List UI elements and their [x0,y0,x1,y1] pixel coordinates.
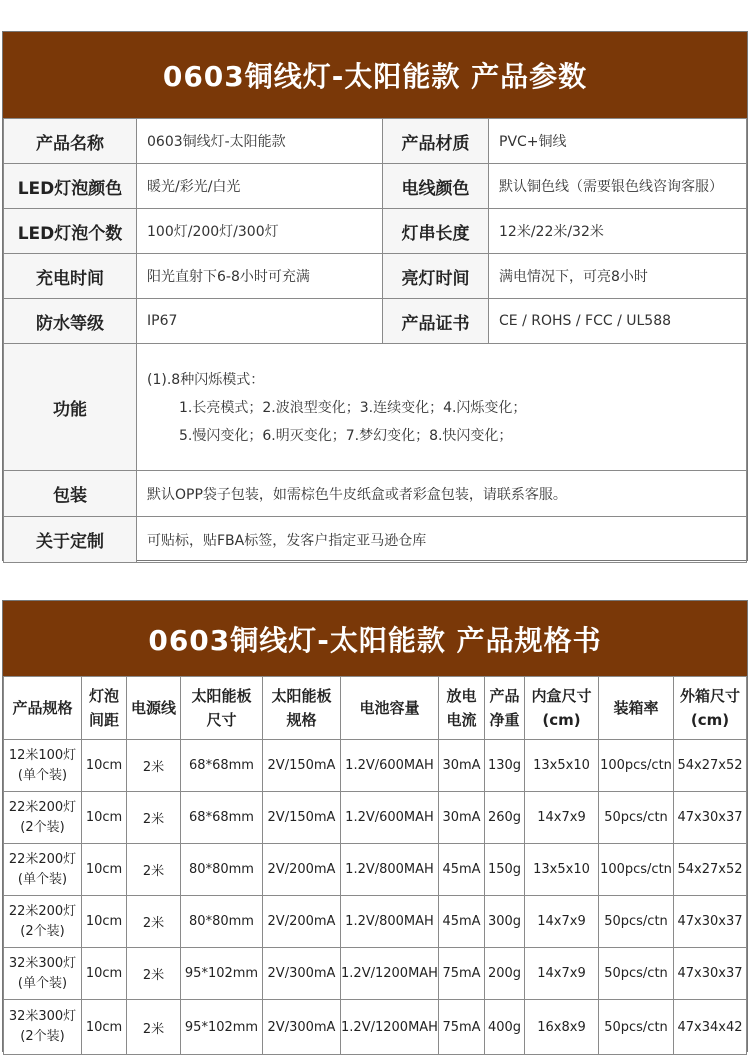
spec-cell-inner-box: 14x7x9 [525,792,599,844]
spec-sheet-section [2,600,748,1052]
param-row [4,164,747,209]
param-value: CE / ROHS / FCC / UL588 [489,299,747,344]
spec-name-line: (单个装) [17,767,68,783]
spec-table [3,676,747,1055]
spec-cell-panel-size: 80*80mm [181,844,263,896]
param-label: 防水等级 [4,299,137,344]
spec-name-line: 22米200灯 [8,851,77,867]
param-label: 电线颜色 [383,164,489,209]
spec-column-header [4,677,82,740]
param-label: 产品证书 [383,299,489,344]
spec-name-cell [4,896,82,948]
packaging-row [4,471,747,517]
spec-header-line: 间距 [88,711,119,729]
function-row [4,344,747,471]
spec-column-header [82,677,127,740]
spec-row [4,792,747,844]
spec-cell-outer-box: 47x30x37 [674,792,747,844]
spec-cell-packing: 50pcs/ctn [599,896,674,948]
spec-cell-panel-size: 95*102mm [181,948,263,1000]
spec-cell-panel-spec: 2V/300mA [263,1000,341,1055]
custom-row [4,517,747,563]
spec-cell-cable: 2米 [127,1000,181,1055]
spec-cell-weight: 300g [485,896,525,948]
spec-cell-packing: 50pcs/ctn [599,1000,674,1055]
spec-row [4,948,747,1000]
spec-name-line: 12米100灯 [8,747,77,763]
spec-header-line: 电源线 [130,699,176,717]
spec-cell-inner-box: 14x7x9 [525,896,599,948]
spec-cell-panel-size: 95*102mm [181,1000,263,1055]
spec-cell-panel-spec: 2V/300mA [263,948,341,1000]
param-value: PVC+铜线 [489,119,747,164]
spec-cell-panel-size: 68*68mm [181,740,263,792]
spec-cell-panel-spec: 2V/200mA [263,896,341,948]
spec-cell-spacing: 10cm [82,1000,127,1055]
spec-column-header [127,677,181,740]
param-label: 产品名称 [4,119,137,164]
spec-cell-spacing: 10cm [82,948,127,1000]
spec-name-line: (单个装) [17,871,68,887]
spec-name-line: 32米300灯 [8,955,77,971]
spec-cell-weight: 400g [485,1000,525,1055]
spec-column-header [525,677,599,740]
spec-cell-outer-box: 47x30x37 [674,896,747,948]
spec-cell-panel-spec: 2V/200mA [263,844,341,896]
spec-name-line: 32米300灯 [8,1009,77,1024]
spec-cell-battery: 1.2V/600MAH [341,792,439,844]
spec-cell-cable: 2米 [127,896,181,948]
spec-cell-weight: 260g [485,792,525,844]
spec-header-line: (cm) [542,711,581,729]
spec-header-line: 电流 [446,711,477,729]
spec-header-line: 电池容量 [359,699,420,717]
spec-cell-outer-box: 47x30x37 [674,948,747,1000]
param-value: 默认铜色线（需要银色线咨询客服） [489,164,747,209]
function-head: (1).8种闪烁模式： [147,372,265,388]
param-value: 0603铜线灯-太阳能款 [137,119,383,164]
spec-cell-battery: 1.2V/600MAH [341,740,439,792]
spec-cell-panel-size: 68*68mm [181,792,263,844]
spec-column-header [674,677,747,740]
spec-cell-packing: 100pcs/ctn [599,740,674,792]
spec-cell-spacing: 10cm [82,792,127,844]
spec-cell-panel-size: 80*80mm [181,896,263,948]
spec-header-line: 规格 [286,711,317,729]
spec-header-line: 产品 [489,687,520,705]
spec-cell-inner-box: 13x5x10 [525,844,599,896]
param-value: 阳光直射下6-8小时可充满 [137,254,383,299]
spec-cell-weight: 200g [485,948,525,1000]
spec-cell-outer-box: 54x27x52 [674,844,747,896]
spec-header-line: (cm) [690,711,730,729]
spec-column-header [599,677,674,740]
spec-row [4,844,747,896]
spec-cell-inner-box: 13x5x10 [525,740,599,792]
spec-name-cell [4,740,82,792]
spec-header-line: 放电 [446,687,477,705]
params-table [3,118,747,563]
spec-cell-battery: 1.2V/1200MAH [341,948,439,1000]
spec-cell-battery: 1.2V/1200MAH [341,1000,439,1055]
spec-header-line: 太阳能板 [271,687,332,705]
spec-name-line: (2个装) [20,1029,65,1044]
spec-header-line: 太阳能板 [191,687,252,705]
custom-label: 关于定制 [4,517,137,563]
spec-cell-current: 45mA [439,896,485,948]
param-row [4,254,747,299]
spec-header-line: 内盒尺寸 [531,687,592,705]
spec-row [4,896,747,948]
param-row [4,209,747,254]
spec-cell-cable: 2米 [127,844,181,896]
function-line-2: 5.慢闪变化；6.明灭变化；7.梦幻变化；8.快闪变化； [179,428,513,444]
param-label: LED灯泡个数 [4,209,137,254]
spec-cell-current: 45mA [439,844,485,896]
spec-cell-current: 75mA [439,948,485,1000]
param-label: LED灯泡颜色 [4,164,137,209]
spec-name-cell [4,792,82,844]
spec-name-cell [4,948,82,1000]
param-value: 暖光/彩光/白光 [137,164,383,209]
param-value: IP67 [137,299,383,344]
spec-header-line: 灯泡 [88,687,119,705]
spec-cell-current: 75mA [439,1000,485,1055]
spec-cell-cable: 2米 [127,948,181,1000]
spec-title: 0603铜线灯-太阳能款 产品规格书 [3,601,747,676]
spec-row [4,740,747,792]
spec-cell-inner-box: 14x7x9 [525,948,599,1000]
spec-cell-cable: 2米 [127,792,181,844]
param-value: 12米/22米/32米 [489,209,747,254]
spec-header-line: 尺寸 [206,711,237,729]
spec-cell-outer-box: 54x27x52 [674,740,747,792]
spec-name-cell [4,1000,82,1055]
spec-cell-current: 30mA [439,792,485,844]
spec-header-line: 净重 [489,711,520,729]
packaging-label: 包装 [4,471,137,517]
param-label: 亮灯时间 [383,254,489,299]
spec-cell-packing: 50pcs/ctn [599,792,674,844]
spec-header-line: 装箱率 [613,699,659,717]
packaging-value: 默认OPP袋子包装，如需棕色牛皮纸盒或者彩盒包装，请联系客服。 [137,471,747,517]
spec-cell-panel-spec: 2V/150mA [263,740,341,792]
spec-row [4,1000,747,1055]
spec-column-header [439,677,485,740]
spec-name-cell [4,844,82,896]
param-row [4,119,747,164]
spec-name-line: (单个装) [17,975,68,991]
spec-name-line: 22米200灯 [8,903,77,919]
param-value: 满电情况下，可亮8小时 [489,254,747,299]
param-row [4,299,747,344]
spec-cell-battery: 1.2V/800MAH [341,844,439,896]
params-title: 0603铜线灯-太阳能款 产品参数 [3,32,747,118]
param-label: 产品材质 [383,119,489,164]
spec-cell-spacing: 10cm [82,896,127,948]
spec-name-line: (2个装) [20,819,65,835]
function-label: 功能 [4,344,137,471]
product-params-section [2,31,748,561]
param-label: 充电时间 [4,254,137,299]
spec-cell-panel-spec: 2V/150mA [263,792,341,844]
function-value [137,344,747,471]
spec-column-header [485,677,525,740]
spec-cell-packing: 50pcs/ctn [599,948,674,1000]
spec-header-line: 外箱尺寸 [679,687,740,705]
custom-value: 可贴标，贴FBA标签，发客户指定亚马逊仓库 [137,517,747,563]
spec-cell-battery: 1.2V/800MAH [341,896,439,948]
spec-column-header [181,677,263,740]
spec-cell-weight: 150g [485,844,525,896]
spec-cell-weight: 130g [485,740,525,792]
spec-column-header [263,677,341,740]
spec-name-line: 22米200灯 [8,799,77,815]
spec-cell-current: 30mA [439,740,485,792]
spec-cell-packing: 100pcs/ctn [599,844,674,896]
spec-cell-spacing: 10cm [82,844,127,896]
spec-header-row [4,677,747,740]
spec-cell-cable: 2米 [127,740,181,792]
spec-header-line: 产品规格 [12,699,73,717]
spec-column-header [341,677,439,740]
spec-cell-inner-box: 16x8x9 [525,1000,599,1055]
param-value: 100灯/200灯/300灯 [137,209,383,254]
function-line-1: 1.长亮模式；2.波浪型变化；3.连续变化；4.闪烁变化； [179,400,527,416]
spec-name-line: (2个装) [20,923,65,939]
spec-cell-outer-box: 47x34x42 [674,1000,747,1055]
param-label: 灯串长度 [383,209,489,254]
spec-cell-spacing: 10cm [82,740,127,792]
